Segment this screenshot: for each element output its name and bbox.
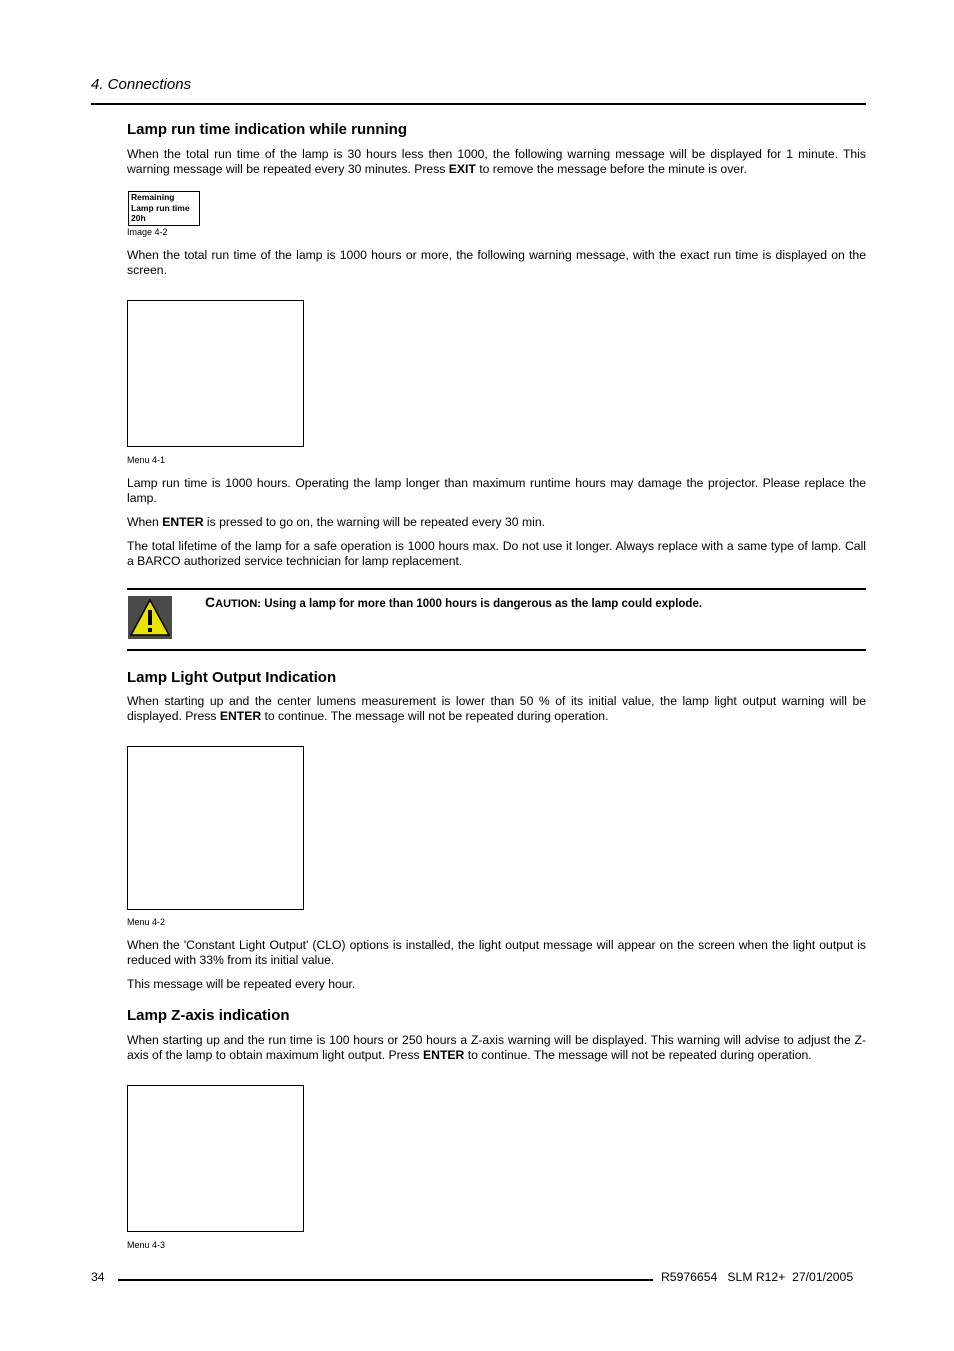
light-output-paragraph-3: This message will be repeated every hour. bbox=[127, 977, 356, 991]
runtime-paragraph-5: The total lifetime of the lamp for a safe operation is 1000 hours max. Do not use it longer. Always replace with a same type of lamp. Call a BARCO authorized service technician for lamp replacement. bbox=[127, 539, 866, 568]
caution-text: CAUTION: Using a lamp for more than 1000 hours is dangerous as the lamp could explode. bbox=[205, 594, 703, 610]
message-line-1: Remaining bbox=[131, 192, 175, 202]
menu-4-2-placeholder bbox=[127, 746, 304, 910]
zaxis-paragraph-1: When starting up and the run time is 100 hours or 250 hours a Z-axis warning will be displayed. This warning will advise to adjust the Z-axis of the lamp to obtain maximum light output. Press ENTER to continue. The message will not be repeated during operation. bbox=[127, 1033, 866, 1062]
section-title-light-output: Lamp Light Output Indication bbox=[127, 669, 337, 686]
light-output-paragraph-2: When the 'Constant Light Output' (CLO) options is installed, the light output message will appear on the screen when the light output is reduced with 33% from its initial value. bbox=[127, 938, 866, 967]
caution-rule-bottom bbox=[127, 649, 866, 651]
page-number: 34 bbox=[91, 1270, 105, 1284]
runtime-paragraph-2: When the total run time of the lamp is 1000 hours or more, the following warning message, with the exact run time is displayed on the screen. bbox=[127, 248, 866, 277]
menu-4-1-placeholder bbox=[127, 300, 304, 447]
runtime-paragraph-1: When the total run time of the lamp is 30 hours less then 1000, the following warning message will be displayed for 1 minute. This warning message will be repeated every 30 minutes. Press EXIT to remove the message before the minute is over. bbox=[127, 147, 866, 176]
menu-caption-3: Menu 4-3 bbox=[127, 1240, 166, 1250]
menu-caption-2: Menu 4-2 bbox=[127, 917, 166, 927]
caution-rule-top bbox=[127, 588, 866, 590]
menu-caption-1: Menu 4-1 bbox=[127, 455, 166, 465]
light-output-paragraph-1: When starting up and the center lumens measurement is lower than 50 % of its initial value, the lamp light output warning will be displayed. Press ENTER to continue. The message will not be repeated during operation. bbox=[127, 694, 866, 723]
document-reference: R5976654 SLM R12+ 27/01/2005 bbox=[661, 1270, 854, 1284]
remaining-runtime-message bbox=[128, 191, 200, 226]
message-line-2: Lamp run time bbox=[131, 202, 190, 213]
runtime-paragraph-4: When ENTER is pressed to go on, the warning will be repeated every 30 min. bbox=[127, 515, 545, 529]
message-line-3: 20h bbox=[131, 213, 146, 223]
runtime-paragraph-3: Lamp run time is 1000 hours. Operating the lamp longer than maximum runtime hours may damage the projector. Please replace the lamp. bbox=[127, 476, 866, 505]
footer-rule bbox=[118, 1279, 653, 1281]
menu-4-3-placeholder bbox=[127, 1085, 304, 1232]
chapter-title: 4. Connections bbox=[91, 76, 192, 93]
warning-triangle-icon bbox=[128, 596, 172, 639]
caution-message: Using a lamp for more than 1000 hours is dangerous as the lamp could explode. bbox=[264, 598, 703, 610]
section-title-runtime: Lamp run time indication while running bbox=[127, 121, 408, 138]
section-title-zaxis: Lamp Z-axis indication bbox=[127, 1007, 290, 1024]
image-caption: Image 4-2 bbox=[127, 227, 168, 237]
header-rule bbox=[91, 103, 866, 105]
